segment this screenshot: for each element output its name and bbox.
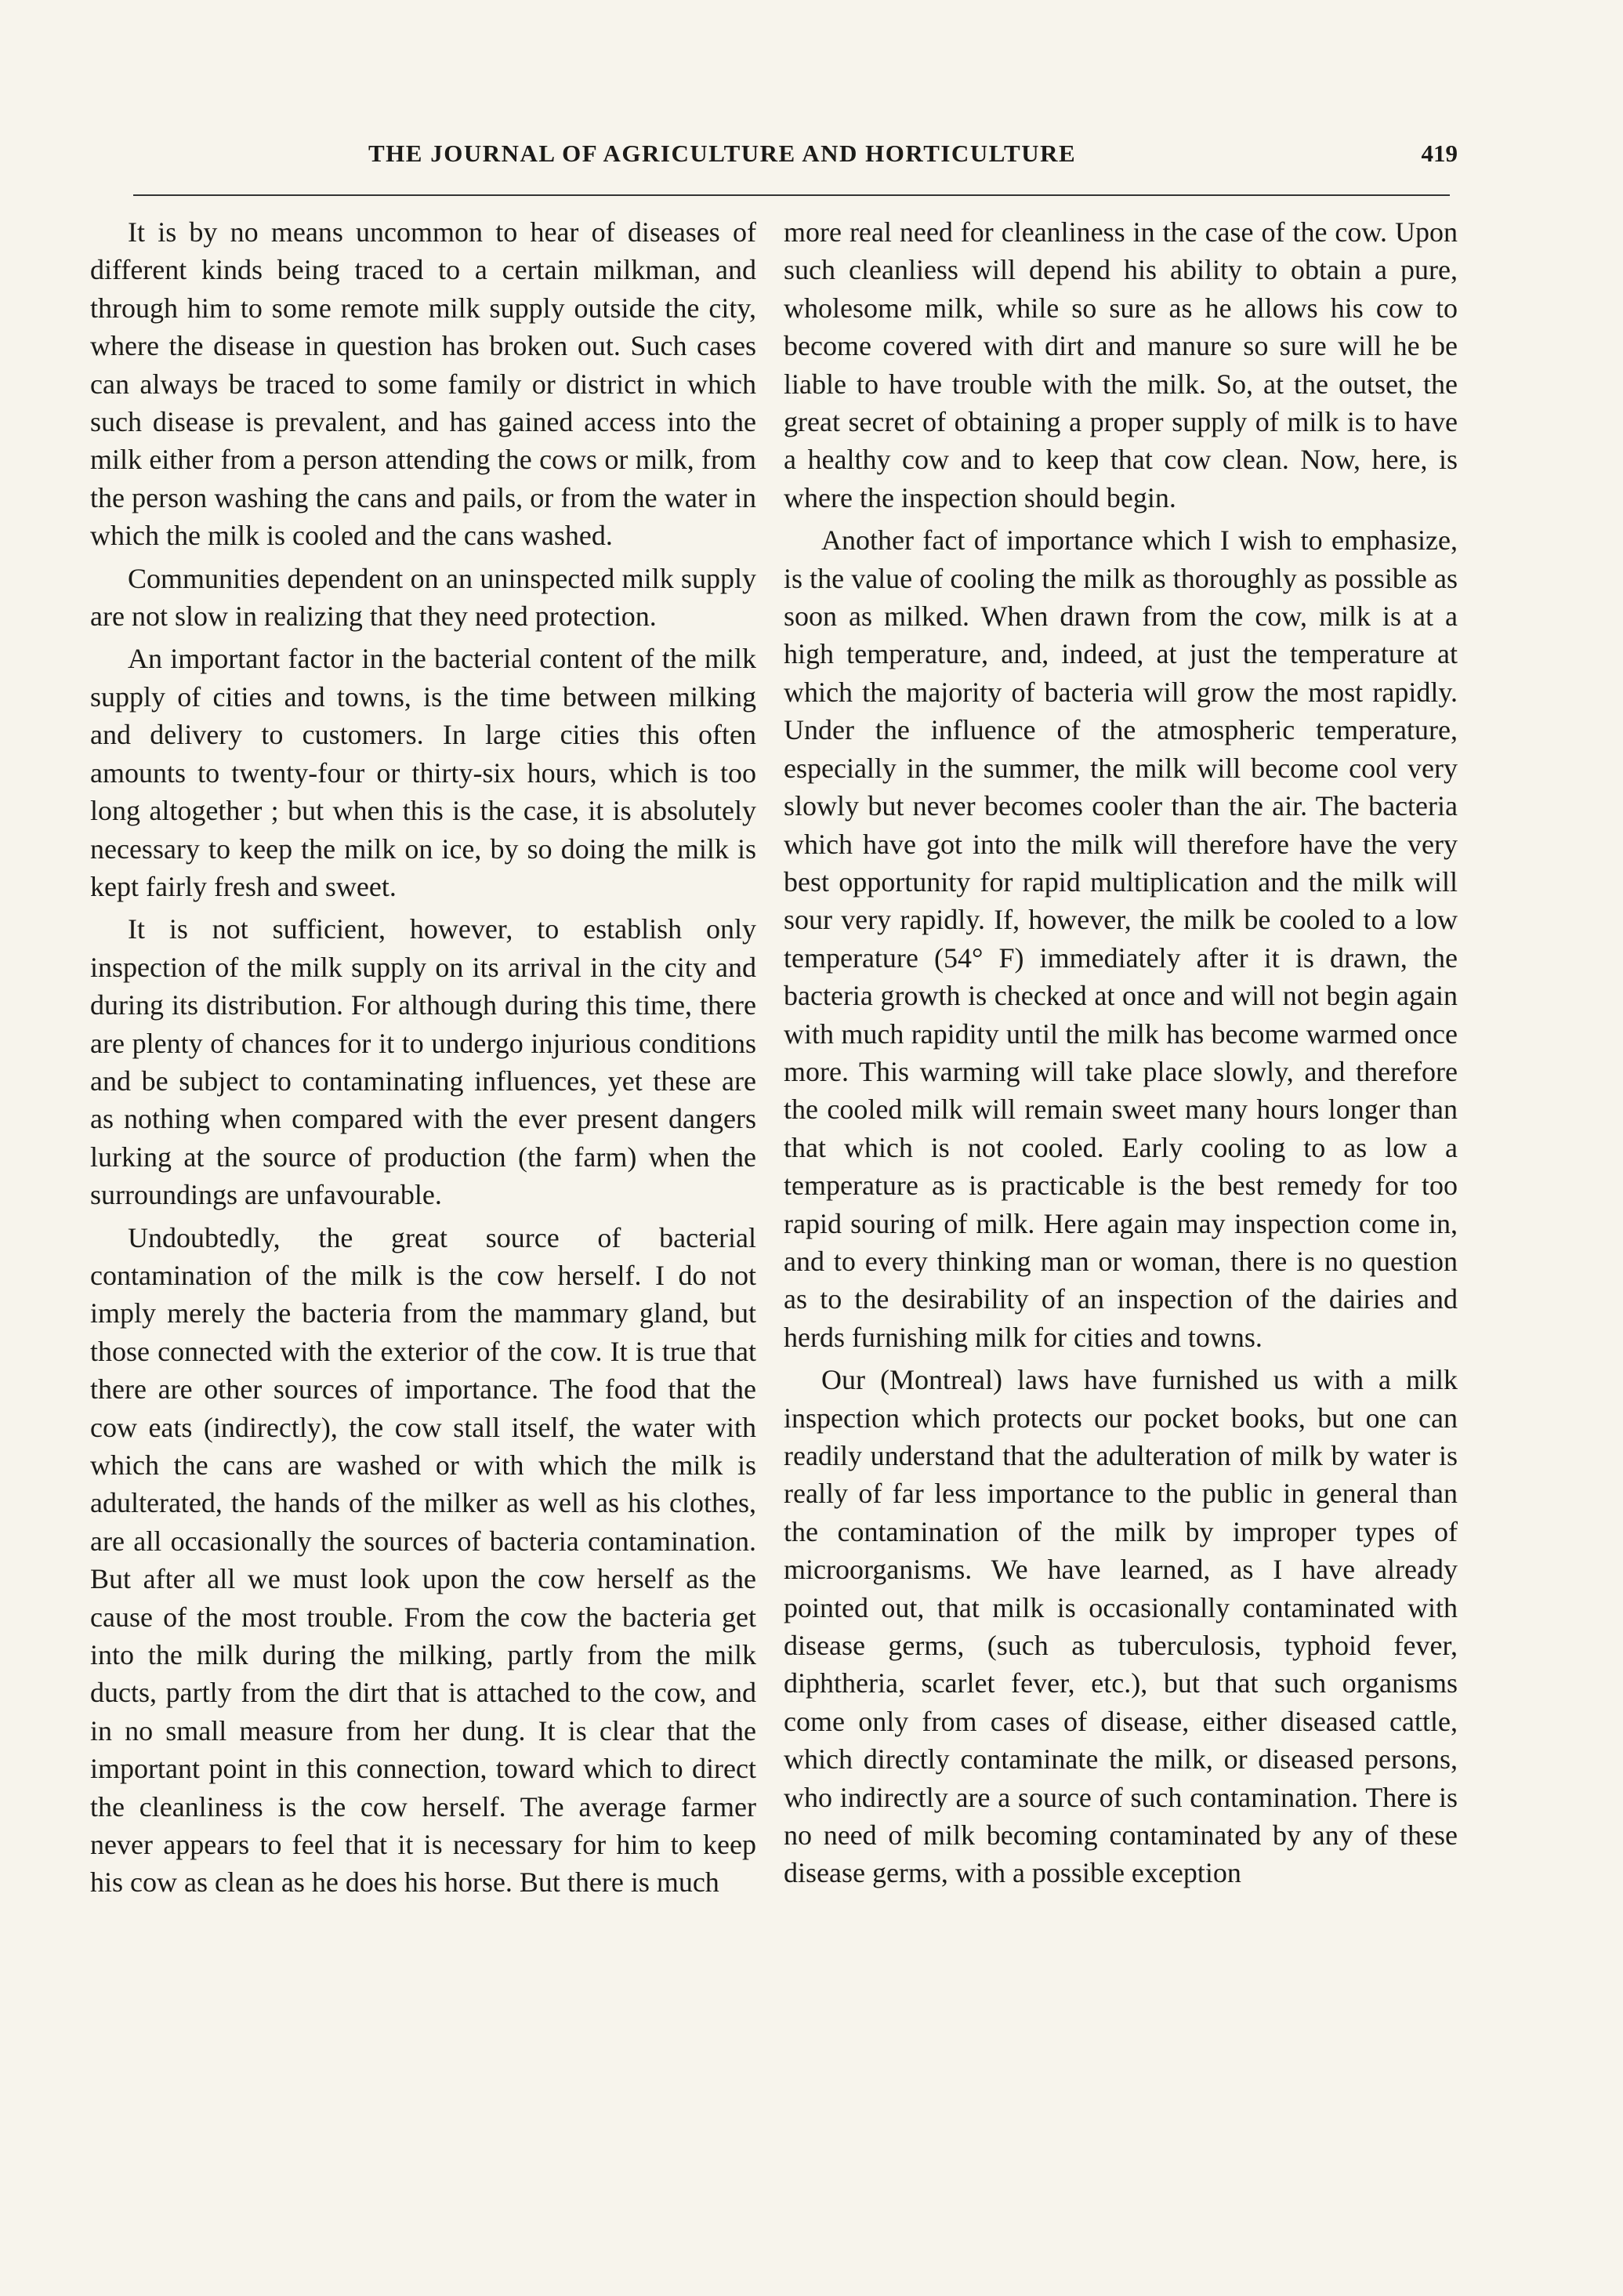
paragraph: It is not sufficient, however, to establish only inspection of the milk supply on its arrival in the city and during its distribution. For although during this time, there are plenty of chances for it to undergo injurious conditions and be subject to contaminating influences, yet these are as nothing when compared with the ever present dangers lurking at the source of production (the farm) when the surroundings are unfavourable. [90, 913, 756, 1211]
paragraph: Our (Montreal) laws have furnished us with a milk inspection which protects our pocket books, but one can readily understand that the adulteration of milk by water is really of far less importance to the public in general than the contamination of the milk by improper types of microorganisms. We have learned, as I have already pointed out, that milk is occasionally contaminated with disease germs, (such as tuberculosis, typhoid fever, diphtheria, scarlet fever, etc.), but that such organisms come only from cases of disease, either diseased cattle, which directly contaminate the milk, or diseased persons, who indirectly are a source of such contamination. There is no need of milk becoming contaminated by any of these disease germs, with a possible exception [784, 1364, 1458, 1889]
header-rule [133, 194, 1450, 196]
right-column [784, 213, 1458, 1897]
page-header [133, 140, 1458, 187]
paragraph: Another fact of importance which I wish to emphasize, is the value of cooling the milk as thoroughly as possible as soon as milked. When drawn from the cow, milk is at a high temperature, and, indeed, at just the temperature at which the majority of bacteria will grow the most rapidly. Under the influence of the atmospheric temperature, especially in the summer, the milk will become cool very slowly but never becomes cooler than the air. The bacteria which have got into the milk will therefore have the very best opportunity for rapid multiplication and the milk will sour very rapidly. If, however, the milk be cooled to a low temperature (54° F) immediately after it is drawn, the bacteria growth is checked at once and will not begin again with much rapidity until the milk has become warmed once more. This warming will take place slowly, and therefore the cooled milk will remain sweet many hours longer than that which is not cooled. Early cooling to as low a temperature as is practicable is the best remedy for too rapid souring of milk. Here again may inspection come in, and to every thinking man or woman, there is no question as to the desirability of an inspection of the dairies and herds furnishing milk for cities and towns. [784, 524, 1458, 1353]
left-column [90, 213, 756, 1906]
paragraph: Undoubtedly, the great source of bacterial contamination of the milk is the cow herself. I do not imply merely the bacteria from the mammary gland, but those connected with the exterior of the cow. It is true that there are other sources of importance. The food that the cow eats (indirectly), the cow stall itself, the water with which the cans are washed or with which the milk is adulterated, the hands of the milker as well as his clothes, are all occasionally the sources of bacteria contamination. But after all we must look upon the cow herself as the cause of the most trouble. From the cow the bacteria get into the milk during the milking, partly from the milk ducts, partly from the dirt that is attached to the cow, and in no small measure from her dung. It is clear that the important point in this connection, toward which to direct the cleanliness is the cow herself. The average farmer never appears to feel that it is necessary for him to keep his cow as clean as he does his horse. But there is much [90, 1221, 756, 1899]
paragraph: It is by no means uncommon to hear of diseases of different kinds being traced to a certain milkman, and through him to some remote milk supply outside the city, where the disease in question has broken out. Such cases can always be traced to some family or district in which such disease is prevalent, and has gained access into the milk either from a person attending the cows or milk, from the person washing the cans and pails, or from the water in which the milk is cooled and the cans washed. [90, 216, 756, 552]
paragraph: Communities dependent on an uninspected milk supply are not slow in realizing that they need protection. [90, 562, 756, 633]
running-title: THE JOURNAL OF AGRICULTURE AND HORTICULTURE [368, 140, 1077, 167]
paragraph: An important factor in the bacterial content of the milk supply of cities and towns, is the time between milking and delivery to customers. In large cities this often amounts to twenty-four or thirty-six hours, which is too long altogether ; but when this is the case, it is absolutely necessary to keep the milk on ice, by so doing the milk is kept fairly fresh and sweet. [90, 643, 756, 902]
paragraph-continuation: more real need for cleanliness in the case of the cow. Upon such cleanliess will depend his ability to obtain a pure, wholesome milk, while so sure as he allows his cow to become covered with dirt and manure so sure will he be liable to have trouble with the milk. So, at the outset, the great secret of obtaining a proper supply of milk is to have a healthy cow and to keep that cow clean. Now, here, is where the inspection should begin. [784, 216, 1458, 513]
page-number: 419 [1421, 140, 1458, 167]
